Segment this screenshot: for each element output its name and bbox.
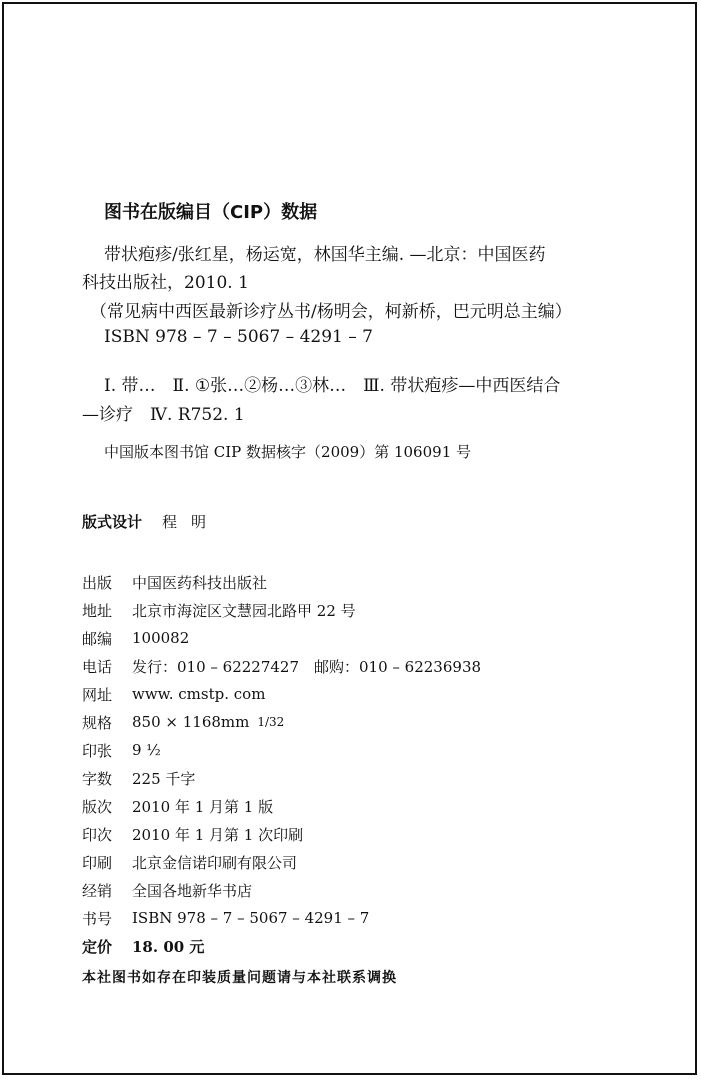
info-value: 850 × 1168mm <box>132 713 250 731</box>
designer-name: 程明 <box>162 513 221 531</box>
info-row-isbn <box>82 904 481 932</box>
info-value: 2010 年 1 月第 1 次印刷 <box>132 825 304 844</box>
info-row-publisher <box>82 568 481 596</box>
info-label: 版次 <box>82 797 113 816</box>
cip-line-1: 带状疱疹/张红星，杨运宽，林国华主编. —北京：中国医药 <box>104 245 546 265</box>
info-row-printer <box>82 848 481 876</box>
info-row-address <box>82 596 481 624</box>
info-value: www. cmstp. com <box>132 685 266 703</box>
info-row-format <box>82 708 481 736</box>
info-row-price <box>82 932 481 960</box>
info-value: 中国医药科技出版社 <box>132 573 268 592</box>
info-label: 电话 <box>82 657 113 676</box>
info-value: 全国各地新华书店 <box>132 881 253 900</box>
info-label: 字数 <box>82 769 113 788</box>
info-label: 印刷 <box>82 853 113 872</box>
info-label: 网址 <box>82 685 113 704</box>
info-label: 规格 <box>82 713 113 732</box>
info-label: 印张 <box>82 741 113 760</box>
cip-record-number: 中国版本图书馆 CIP 数据核字（2009）第 106091 号 <box>104 443 472 461</box>
info-row-sheets <box>82 736 481 764</box>
info-row-printing <box>82 820 481 848</box>
info-row-wordcount <box>82 764 481 792</box>
info-label: 印次 <box>82 825 113 844</box>
cip-classification-line-2: —诊疗 Ⅳ. R752. 1 <box>82 405 245 425</box>
info-value: 9 ½ <box>132 741 161 759</box>
info-label: 经销 <box>82 881 113 900</box>
info-row-distributor <box>82 876 481 904</box>
format-fraction: 1/32 <box>257 715 285 729</box>
cip-isbn-line: ISBN 978 – 7 – 5067 – 4291 – 7 <box>104 327 373 347</box>
info-value: ISBN 978 – 7 – 5067 – 4291 – 7 <box>132 909 370 927</box>
info-value: 发行：010 – 62227427 邮购：010 – 62236938 <box>132 657 482 676</box>
info-value: 100082 <box>132 629 190 647</box>
info-row-edition <box>82 792 481 820</box>
info-label: 出版 <box>82 573 113 592</box>
info-label: 地址 <box>82 601 113 620</box>
info-value: 18. 00 元 <box>132 937 205 956</box>
layout-designer <box>82 511 220 532</box>
info-label: 邮编 <box>82 629 113 648</box>
publication-info <box>82 568 481 960</box>
info-label: 定价 <box>82 937 113 956</box>
info-label: 书号 <box>82 909 113 928</box>
cip-title: 图书在版编目（CIP）数据 <box>104 202 318 223</box>
designer-label: 版式设计 <box>82 513 143 531</box>
info-row-phone <box>82 652 481 680</box>
info-value: 北京市海淀区文慧园北路甲 22 号 <box>132 601 356 620</box>
cip-classification-line: Ⅰ. 带… Ⅱ. ①张…②杨…③林… Ⅲ. 带状疱疹—中西医结合 <box>104 376 561 396</box>
info-row-postcode <box>82 624 481 652</box>
quality-notice: 本社图书如存在印装质量问题请与本社联系调换 <box>82 970 397 986</box>
info-row-website <box>82 680 481 708</box>
cip-line-2: 科技出版社，2010. 1 <box>82 273 249 293</box>
cip-series-line: （常见病中西医最新诊疗丛书/杨明会，柯新桥，巴元明总主编） <box>90 302 572 322</box>
info-value: 2010 年 1 月第 1 版 <box>132 797 274 816</box>
info-value: 225 千字 <box>132 769 196 788</box>
info-value: 北京金信诺印刷有限公司 <box>132 853 298 872</box>
